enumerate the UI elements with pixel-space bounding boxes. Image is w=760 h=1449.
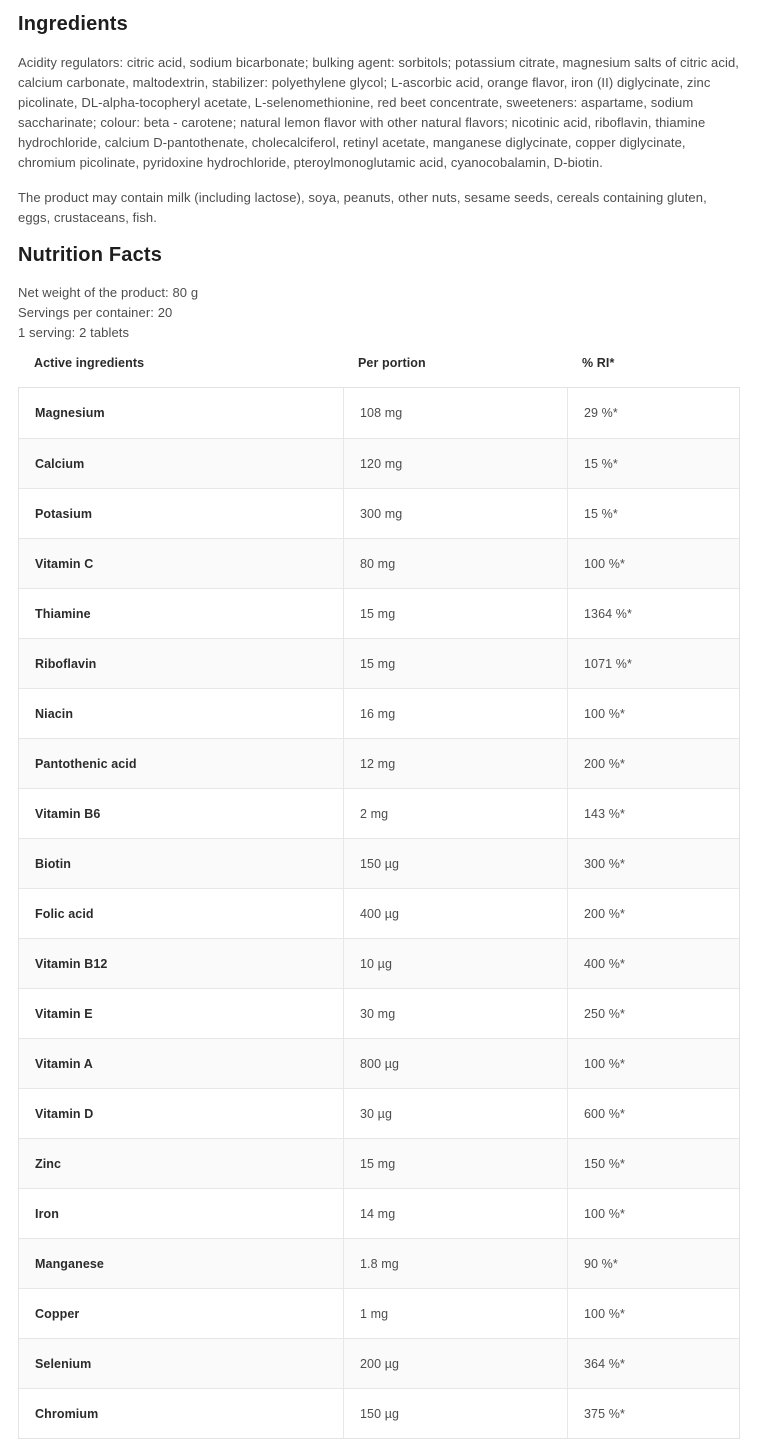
ingredient-name-cell: Vitamin B6 [35,806,101,821]
table-row [19,538,739,588]
table-row [19,1138,739,1188]
ingredient-name-cell: Vitamin C [35,556,94,571]
per-portion-cell: 16 mg [343,689,567,738]
ingredient-name-cell: Chromium [35,1406,99,1421]
ri-percent-cell: 143 %* [567,789,739,838]
per-portion-cell: 300 mg [343,489,567,538]
serving-size-line: 1 serving: 2 tablets [18,325,130,340]
table-row [19,1288,739,1338]
per-portion-cell: 80 mg [343,539,567,588]
net-weight-line: Net weight of the product: 80 g [18,285,199,300]
table-row [19,438,739,488]
ingredient-name-cell: Selenium [35,1356,92,1371]
per-portion-cell: 1 mg [343,1289,567,1338]
per-portion-cell: 150 µg [343,839,567,888]
per-portion-cell: 15 mg [343,639,567,688]
table-row [19,1338,739,1388]
ri-percent-cell: 250 %* [567,989,739,1038]
nutrition-table [18,355,740,1439]
per-portion-cell: 10 µg [343,939,567,988]
ingredient-name-cell: Magnesium [35,406,105,420]
ingredient-name-cell: Zinc [35,1156,62,1171]
table-row [19,988,739,1038]
column-header-ri: % RI* [582,356,615,370]
ri-percent-cell: 29 %* [567,388,739,438]
table-row [19,638,739,688]
ri-percent-cell: 100 %* [567,539,739,588]
ingredient-name-cell: Pantothenic acid [35,756,137,771]
table-row [19,838,739,888]
per-portion-cell: 12 mg [343,739,567,788]
ri-percent-cell: 600 %* [567,1089,739,1138]
ingredient-name-cell: Copper [35,1306,80,1321]
ri-percent-cell: 400 %* [567,939,739,988]
ingredient-name-cell: Potasium [35,506,93,521]
ri-percent-cell: 15 %* [567,439,739,488]
ingredient-name-cell: Riboflavin [35,656,97,671]
allergen-note: The product may contain milk (including lactose), soya, peanuts, other nuts, sesame seeds, cereals containing gluten, eggs, crustaceans, fish. [18,190,707,225]
ri-percent-cell: 200 %* [567,889,739,938]
ri-percent-cell: 1071 %* [567,639,739,688]
table-row [19,888,739,938]
nutrition-facts-title: Nutrition Facts [18,244,163,266]
ingredient-name-cell: Manganese [35,1256,104,1271]
ri-percent-cell: 100 %* [567,1289,739,1338]
nutrition-table-body [18,387,740,1439]
ingredients-title: Ingredients [18,13,128,35]
per-portion-cell: 400 µg [343,889,567,938]
table-row [19,1088,739,1138]
nutrition-table-header [18,355,740,371]
ri-percent-cell: 100 %* [567,689,739,738]
ingredient-name-cell: Iron [35,1206,60,1221]
servings-per-container-line: Servings per container: 20 [18,305,173,320]
per-portion-cell: 200 µg [343,1339,567,1388]
serving-info [18,283,740,343]
table-row [19,938,739,988]
table-row [19,1238,739,1288]
ri-percent-cell: 364 %* [567,1339,739,1388]
table-row [19,588,739,638]
table-row [19,388,739,438]
table-row [19,488,739,538]
ingredient-name-cell: Vitamin E [35,1006,93,1021]
per-portion-cell: 800 µg [343,1039,567,1088]
per-portion-cell: 15 mg [343,589,567,638]
per-portion-cell: 108 mg [343,388,567,438]
per-portion-cell: 15 mg [343,1139,567,1188]
table-row [19,738,739,788]
per-portion-cell: 2 mg [343,789,567,838]
ri-percent-cell: 300 %* [567,839,739,888]
per-portion-cell: 150 µg [343,1389,567,1438]
ri-percent-cell: 200 %* [567,739,739,788]
ingredient-name-cell: Vitamin D [35,1106,94,1121]
column-header-per-portion: Per portion [358,356,426,370]
ri-percent-cell: 150 %* [567,1139,739,1188]
table-row [19,688,739,738]
column-header-active-ingredients: Active ingredients [34,356,145,370]
ingredient-name-cell: Vitamin A [35,1056,93,1071]
ingredient-name-cell: Niacin [35,706,74,721]
ingredient-name-cell: Folic acid [35,906,94,921]
ingredient-name-cell: Calcium [35,456,85,471]
ri-percent-cell: 100 %* [567,1189,739,1238]
per-portion-cell: 14 mg [343,1189,567,1238]
ingredients-text: Acidity regulators: citric acid, sodium bicarbonate; bulking agent: sorbitols; potassium citrate, magnesium salts of citric acid, calcium carbonate, maltodextrin, stabilizer: polyethylene glycol; L-ascorbic acid, orange flavor, iron (II) diglycinate, zinc picolinate, DL-alpha-tocopheryl acetate, L-selenomethionine, red beet concentrate, sweeteners: aspartame, sodium saccharinate; colour: beta - carotene; natural lemon flavor with other natural flavors; nicotinic acid, riboflavin, thiamine hydrochloride, calcium D-pantothenate, cholecalciferol, retinyl acetate, manganese diglycinate, copper diglycinate, chromium picolinate, pyridoxine hydrochloride, pteroylmonoglutamic acid, cyanocobalamin, D-biotin. [18,55,739,170]
per-portion-cell: 30 mg [343,989,567,1038]
ri-percent-cell: 90 %* [567,1239,739,1288]
table-row [19,1038,739,1088]
per-portion-cell: 30 µg [343,1089,567,1138]
ri-percent-cell: 375 %* [567,1389,739,1438]
ri-percent-cell: 1364 %* [567,589,739,638]
ri-percent-cell: 15 %* [567,489,739,538]
ingredient-name-cell: Vitamin B12 [35,956,108,971]
per-portion-cell: 1.8 mg [343,1239,567,1288]
ri-percent-cell: 100 %* [567,1039,739,1088]
per-portion-cell: 120 mg [343,439,567,488]
table-row [19,1188,739,1238]
ingredient-name-cell: Biotin [35,856,72,871]
table-row [19,788,739,838]
table-row [19,1388,739,1438]
ingredient-name-cell: Thiamine [35,606,91,621]
